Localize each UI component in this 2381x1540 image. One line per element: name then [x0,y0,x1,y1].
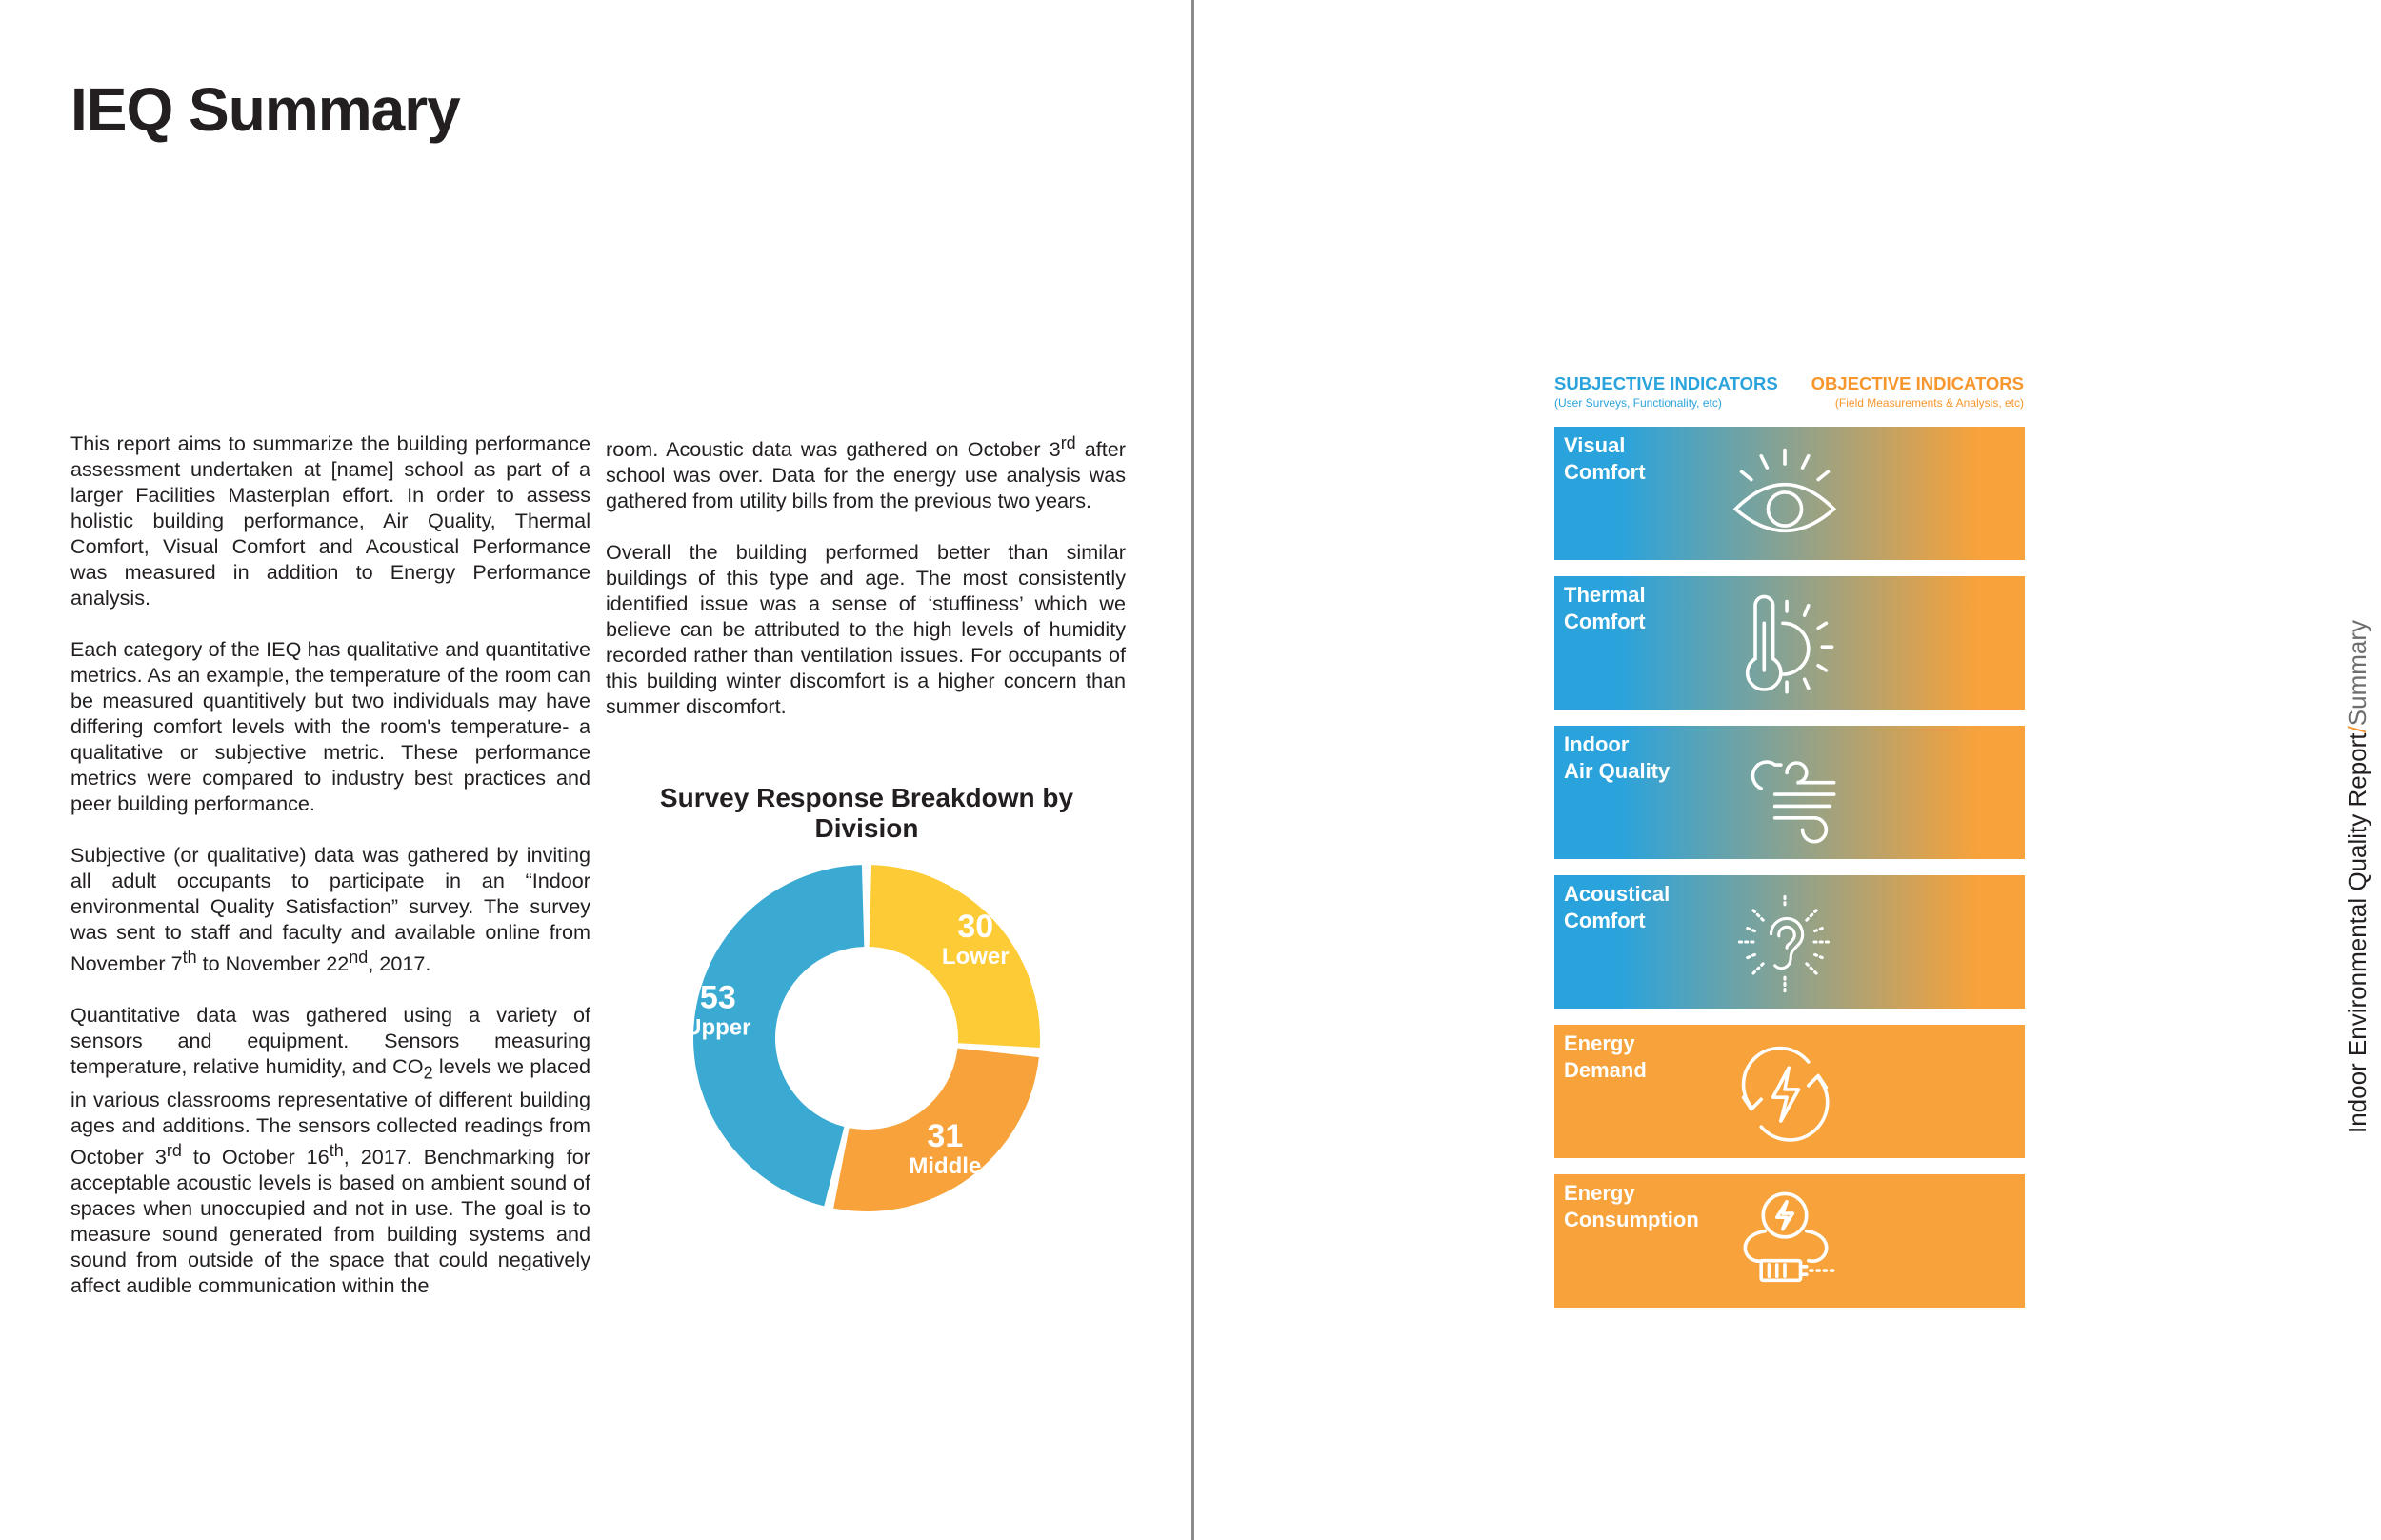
energy-battery-icon [1726,1182,1844,1300]
page-title: IEQ Summary [70,75,460,144]
paragraph-overall: Overall the building performed better than similar buildings of this type and age. The most consistently identified issue was a sense of ‘stuffiness’ which we believe can be attributed to the high levels of humidity recorded rather than ventilation issues. For occupants of this building winter discomfort is a higher concern than summer discomfort. [606,540,1126,719]
donut-label-upper: Upper [685,1014,751,1041]
indicator-card-acoustical-comfort: Acoustical Comfort [1554,875,2025,1009]
ear-icon [1726,883,1844,1001]
wind-icon [1726,733,1844,851]
subjective-indicators-title: SUBJECTIVE INDICATORS [1554,373,1778,393]
thermometer-sun-icon [1726,584,1844,702]
objective-indicators-title: OBJECTIVE INDICATORS [1811,373,2024,393]
paragraph-intro: This report aims to summarize the building performance assessment undertaken at [name] school as part of a larger Facilities Masterplan effort. In order to assess holistic building performance, Air Quality, Thermal Comfort, Visual Comfort and Acoustical Performance was measured in addition to Energy Performance analysis. [70,431,590,610]
eye-icon [1726,434,1844,552]
paragraph-quantitative: Quantitative data was gathered using a variety of sensors and equipment. Sensors measuring temperature, relative humidity, and $CO_2$ levels we placed in various classrooms representative of different building ages and additions. The sensors collected readings from October 3rd to October 16th, 2017. Benchmarking for acceptable acoustic levels is based on ambient sound of spaces when unoccupied and not in use. The goal is to measure sound generated from building systems and sound from outside of the space that could negatively affect audible communication within the [70,1003,590,1297]
section-name: Summary [2343,619,2372,726]
subjective-indicators-subtitle: (User Surveys, Functionality, etc) [1554,396,1722,410]
donut-label-middle: Middle [909,1153,982,1180]
indicator-card-energy-consumption: Energy Consumption [1554,1174,2025,1308]
donut-chart [667,838,1086,1238]
page-divider [1191,0,1194,1540]
chart-title: Survey Response Breakdown by Division [659,783,1074,843]
running-header [2330,610,2381,1143]
title-separator: / [2343,725,2372,732]
energy-cycle-icon [1726,1032,1844,1150]
objective-indicators-subtitle: (Field Measurements & Analysis, etc) [1834,396,2024,410]
body-column-right [606,430,1126,745]
indicator-card-thermal-comfort: Thermal Comfort [1554,576,2025,710]
indicator-card-visual-comfort: Visual Comfort [1554,427,2025,560]
report-title: Indoor Environmental Quality Report [2343,731,2372,1133]
indicator-card-indoor-air-quality: Indoor Air Quality [1554,726,2025,859]
paragraph-subjective: Subjective (or qualitative) data was gathered by inviting all adult occupants to participate in an “Indoor environmental Quality Satisfaction” survey. The survey was sent to staff and faculty and available online from November 7th to November 22nd, 2017. [70,843,590,976]
donut-label-lower: Lower [941,943,1010,970]
indicator-card-energy-demand: Energy Demand [1554,1025,2025,1158]
donut-value-lower: 30 [957,908,994,945]
paragraph-acoustic: room. Acoustic data was gathered on October 3rd after school was over. Data for the energy use analysis was gathered from utility bills from the previous two years. [606,433,1126,513]
donut-value-middle: 31 [927,1118,964,1155]
paragraph-metrics: Each category of the IEQ has qualitative and quantitative metrics. As an example, the temperature of the room can be measured quantitively but two individuals may have differing comfort levels with the room's temperature- a qualitative or subjective metric. These performance metrics were compared to industry best practices and peer building performance. [70,637,590,815]
body-column-left [70,430,590,1324]
donut-value-upper: 53 [699,979,736,1016]
